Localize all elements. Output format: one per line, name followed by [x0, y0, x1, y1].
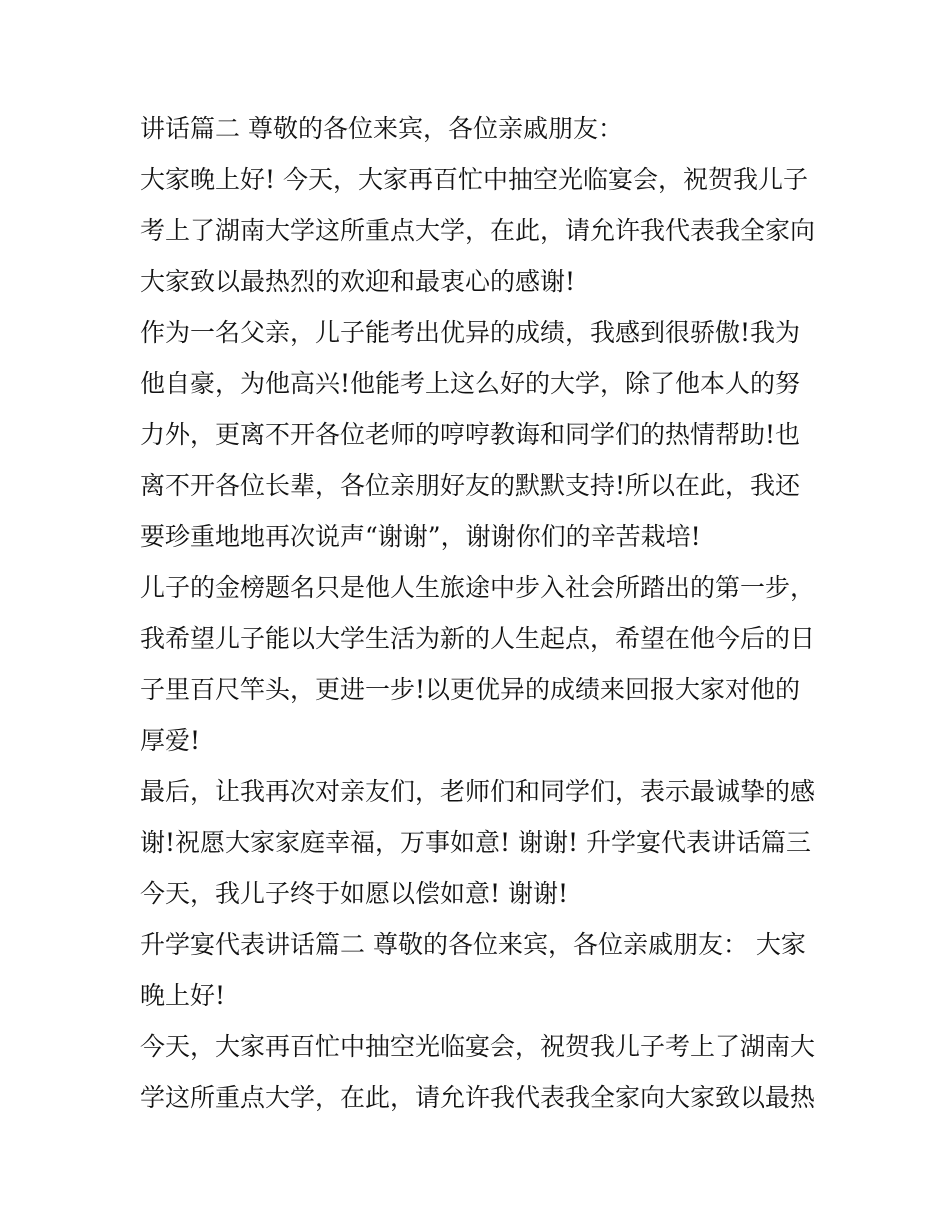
text-line: 今天，我儿子终于如愿以偿如意! 谢谢!: [140, 879, 569, 908]
text-line: 厚爱!: [140, 726, 201, 755]
text-line: 我希望儿子能以大学生活为新的人生起点，希望在他今后的日: [140, 624, 816, 653]
text-line: 子里百尺竿头，更进一步!以更优异的成绩来回报大家对他的: [140, 675, 801, 704]
text-line: 最后，让我再次对亲友们，老师们和同学们，表示最诚挚的感: [140, 777, 816, 806]
text-line: 大家晚上好! 今天，大家再百忙中抽空光临宴会，祝贺我儿子: [140, 165, 808, 194]
text-line: 作为一名父亲，儿子能考出优异的成绩，我感到很骄傲!我为: [140, 318, 801, 347]
text-line: 讲话篇二 尊敬的各位来宾，各位亲戚朋友：: [140, 114, 623, 143]
text-line: 今天，大家再百忙中抽空光临宴会，祝贺我儿子考上了湖南大: [140, 1032, 816, 1061]
text-line: 谢!祝愿大家家庭幸福，万事如意! 谢谢! 升学宴代表讲话篇三: [140, 828, 812, 857]
text-line: 大家致以最热烈的欢迎和最衷心的感谢!: [140, 267, 576, 296]
text-line: 考上了湖南大学这所重点大学，在此，请允许我代表我全家向: [140, 216, 816, 245]
text-line: 力外，更离不开各位老师的哼哼教诲和同学们的热情帮助!也: [140, 420, 801, 449]
text-line: 要珍重地地再次说声“谢谢”，谢谢你们的辛苦栽培!: [140, 522, 701, 551]
text-line: 儿子的金榜题名只是他人生旅途中步入社会所踏出的第一步，: [140, 573, 816, 602]
text-line: 升学宴代表讲话篇二 尊敬的各位来宾，各位亲戚朋友： 大家: [140, 930, 806, 959]
text-line: 他自豪，为他高兴!他能考上这么好的大学，除了他本人的努: [140, 369, 801, 398]
text-line: 学这所重点大学，在此，请允许我代表我全家向大家致以最热: [140, 1083, 816, 1112]
document-body: [140, 110, 820, 1130]
text-line: 晚上好!: [140, 981, 226, 1010]
text-line: 离不开各位长辈，各位亲朋好友的默默支持!所以在此，我还: [140, 471, 801, 500]
